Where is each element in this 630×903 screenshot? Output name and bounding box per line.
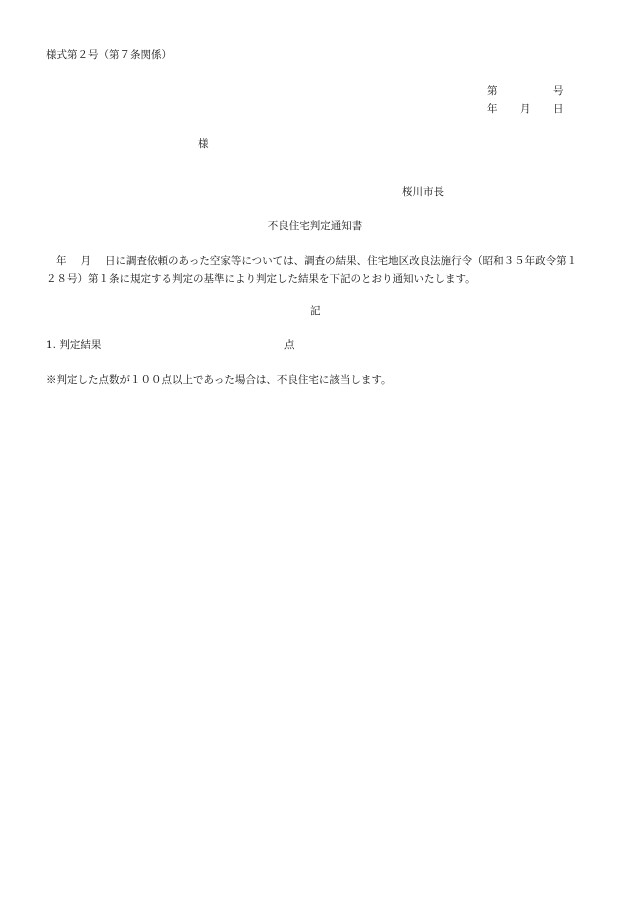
- document-number-prefix: 第: [487, 85, 498, 97]
- body-month: 月: [80, 255, 91, 267]
- sender-name: 桜川市長: [402, 186, 444, 198]
- judgment-result-unit: 点: [284, 339, 295, 351]
- date-year-label: 年: [487, 103, 498, 115]
- addressee-honorific: 様: [198, 138, 209, 150]
- ki-heading: 記: [310, 305, 321, 317]
- body-line-1: 日に調査依頼のあった空家等については、調査の結果、住宅地区改良法施行令（昭和３５年政令第１: [105, 255, 578, 267]
- body-paragraph: [46, 252, 586, 288]
- date-day-label: 日: [553, 103, 564, 115]
- date-month-label: 月: [520, 103, 531, 115]
- body-year: 年: [56, 255, 67, 267]
- judgment-result-label: 1. 判定結果: [46, 339, 102, 351]
- document-number-suffix: 号: [553, 85, 564, 97]
- form-label: 様式第２号（第７条関係）: [46, 49, 172, 61]
- document-title: 不良住宅判定通知書: [267, 220, 363, 232]
- note: ※判定した点数が１００点以上であった場合は、不良住宅に該当します。: [46, 374, 392, 386]
- body-line-2: ２８号）第１条に規定する判定の基準により判定した結果を下記のとおり通知いたします。: [46, 273, 476, 285]
